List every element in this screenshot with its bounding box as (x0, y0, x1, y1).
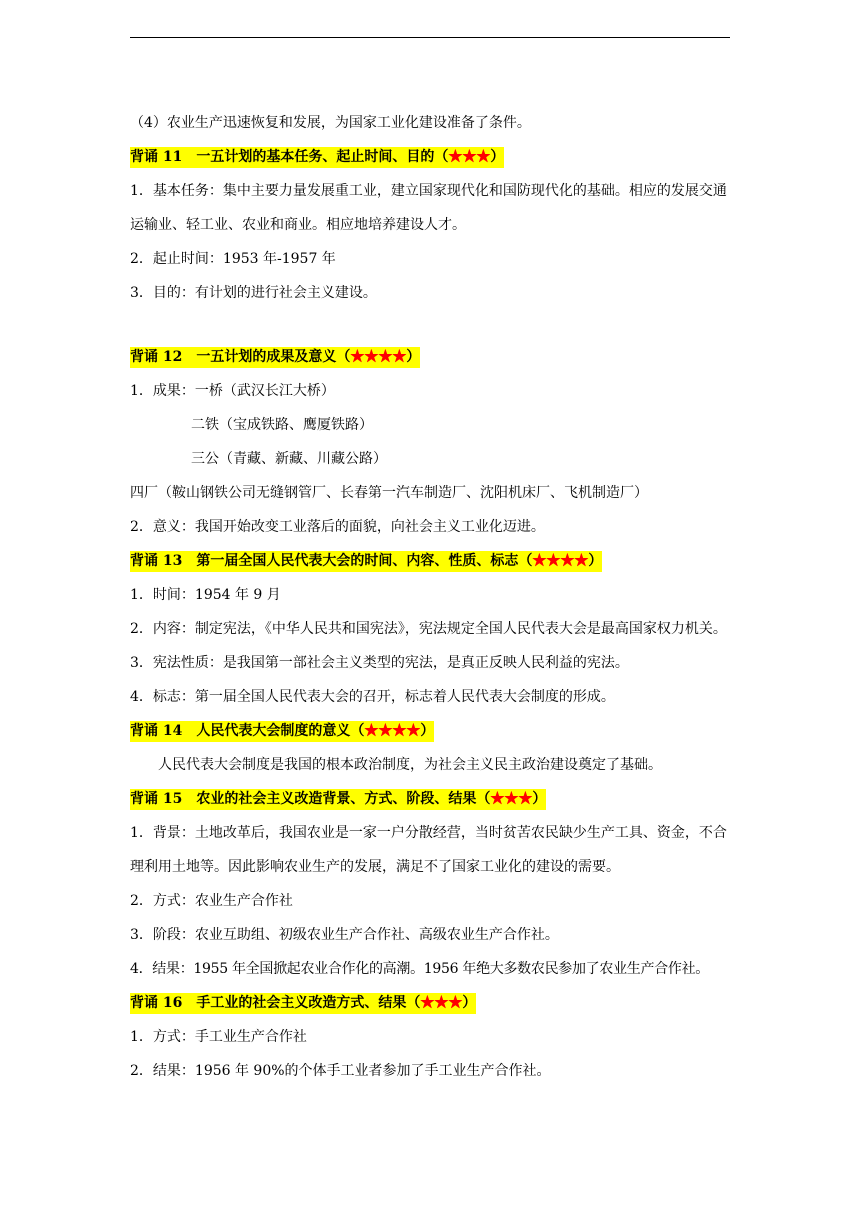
intro-line: （4）农业生产迅速恢复和发展，为国家工业化建设准备了条件。 (130, 115, 531, 131)
spacer (130, 310, 730, 340)
star-rating: ★★★★ (532, 553, 589, 569)
list-item: 2．方式：农业生产合作社 (130, 893, 293, 909)
list-item: 2．起止时间：1953 年-1957 年 (130, 251, 336, 267)
list-item: 1．基本任务：集中主要力量发展重工业，建立国家现代化和国防现代化的基础。相应的发展交通运输业、轻工业、农业和商业。相应地培养建设人才。 (130, 183, 727, 233)
star-rating: ★★★★ (364, 723, 421, 739)
bracket-close: ） (490, 149, 505, 165)
header-rule (130, 37, 730, 38)
list-item: 3．宪法性质：是我国第一部社会主义类型的宪法，是真正反映人民利益的宪法。 (130, 655, 629, 671)
list-item: 3．目的：有计划的进行社会主义建设。 (130, 285, 377, 301)
list-item: 四厂（鞍山钢铁公司无缝钢管厂、长春第一汽车制造厂、沈阳机床厂、飞机制造厂） (130, 485, 648, 501)
section-title: 背诵 16 手工业的社会主义改造方式、结果（ (130, 995, 421, 1011)
section-heading-12 (130, 340, 730, 374)
list-item: 3．阶段：农业互助组、初级农业生产合作社、高级农业生产合作社。 (130, 927, 559, 943)
list-item: 2．意义：我国开始改变工业落后的面貌，向社会主义工业化迈进。 (130, 519, 545, 535)
section-title: 背诵 11 一五计划的基本任务、起止时间、目的（ (130, 149, 449, 165)
list-item: 三公（青藏、新藏、川藏公路） (191, 451, 387, 467)
section-title: 背诵 14 人民代表大会制度的意义（ (130, 723, 365, 739)
section-heading-15 (130, 782, 730, 816)
list-item: 2．结果：1956 年 90%的个体手工业者参加了手工业生产合作社。 (130, 1063, 551, 1079)
section-title: 背诵 15 农业的社会主义改造背景、方式、阶段、结果（ (130, 791, 491, 807)
list-item: 2．内容：制定宪法，《中华人民共和国宪法》，宪法规定全国人民代表大会是最高国家权力机关。 (130, 621, 727, 637)
section-heading-11 (130, 140, 730, 174)
star-rating: ★★★ (490, 791, 533, 807)
bracket-close: ） (588, 553, 603, 569)
star-rating: ★★★ (448, 149, 491, 165)
list-item: 1．方式：手工业生产合作社 (130, 1029, 307, 1045)
bracket-close: ） (406, 349, 421, 365)
section-heading-16 (130, 986, 730, 1020)
star-rating: ★★★★ (350, 349, 407, 365)
document-body (130, 106, 730, 1088)
list-item: 人民代表大会制度是我国的根本政治制度，为社会主义民主政治建设奠定了基础。 (158, 757, 662, 773)
list-item: 4．标志：第一届全国人民代表大会的召开，标志着人民代表大会制度的形成。 (130, 689, 615, 705)
list-item: 1．时间：1954 年 9 月 (130, 587, 281, 603)
list-item: 4．结果：1955 年全国掀起农业合作化的高潮。1956 年绝大多数农民参加了农业生产合作社。 (130, 961, 709, 977)
list-item: 二铁（宝成铁路、鹰厦铁路） (191, 417, 373, 433)
star-rating: ★★★ (420, 995, 463, 1011)
bracket-close: ） (420, 723, 435, 739)
section-title: 背诵 13 第一届全国人民代表大会的时间、内容、性质、标志（ (130, 553, 533, 569)
section-title: 背诵 12 一五计划的成果及意义（ (130, 349, 351, 365)
list-item: 1．成果：一桥（武汉长江大桥） (130, 383, 335, 399)
list-item: 1．背景：土地改革后，我国农业是一家一户分散经营，当时贫苦农民缺少生产工具、资金，不合理利用土地等。因此影响农业生产的发展，满足不了国家工业化的建设的需要。 (130, 825, 727, 875)
bracket-close: ） (532, 791, 547, 807)
bracket-close: ） (462, 995, 477, 1011)
section-heading-13 (130, 544, 730, 578)
section-heading-14 (130, 714, 730, 748)
